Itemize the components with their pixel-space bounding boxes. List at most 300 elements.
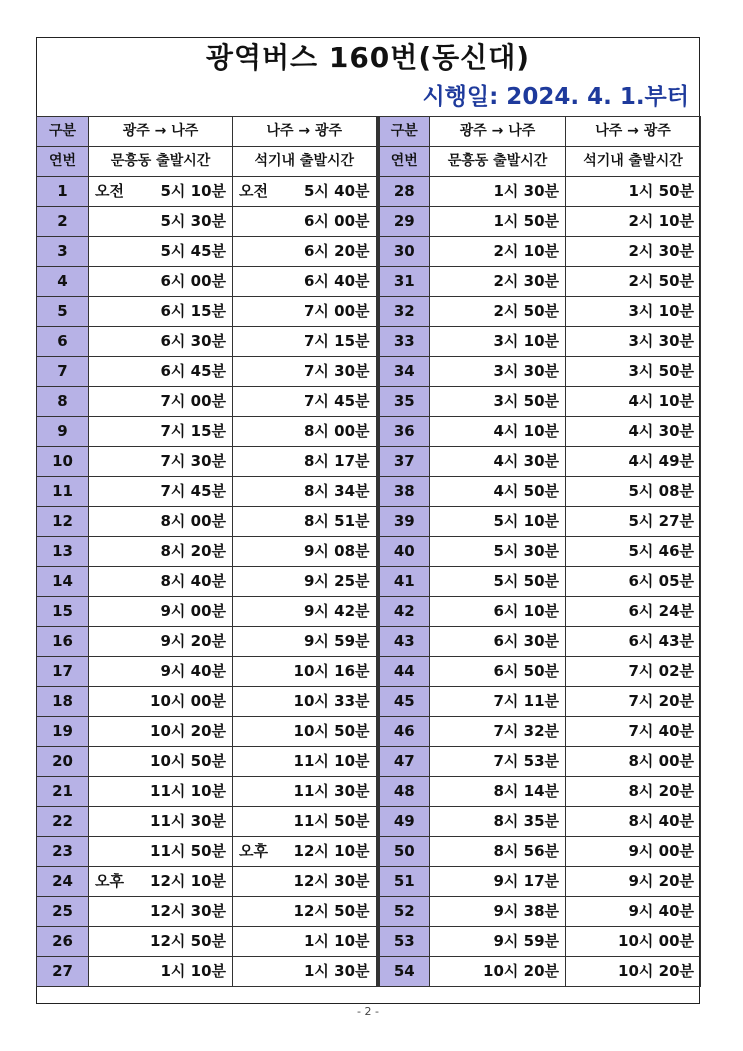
time-value: 11시 50분 <box>293 812 370 830</box>
time-value: 11시 10분 <box>150 782 226 800</box>
serial-number: 43 <box>378 627 430 657</box>
time-value: 9시 08분 <box>303 542 370 560</box>
time-value: 12시 30분 <box>150 902 226 920</box>
munheung-departure-time <box>89 807 233 837</box>
seokgine-departure-time <box>566 537 701 567</box>
time-value: 12시 50분 <box>150 932 226 950</box>
munheung-departure-time <box>430 297 566 327</box>
time-value: 10시 20분 <box>618 962 694 980</box>
header-munheung-departure: 문흥동 출발시간 <box>430 147 566 177</box>
serial-number: 45 <box>378 687 430 717</box>
munheung-departure-time <box>89 927 233 957</box>
time-value: 6시 05분 <box>628 572 694 590</box>
seokgine-departure-time <box>566 567 701 597</box>
munheung-departure-time <box>89 627 233 657</box>
header-naju-to-gwangju: 나주 → 광주 <box>233 117 378 147</box>
seokgine-departure-time <box>233 627 378 657</box>
serial-number: 49 <box>378 807 430 837</box>
time-value: 5시 30분 <box>160 212 226 230</box>
seokgine-departure-time <box>566 807 701 837</box>
time-value: 1시 30분 <box>303 962 370 980</box>
table-row <box>37 357 701 387</box>
time-value: 5시 10분 <box>493 512 559 530</box>
time-value: 7시 15분 <box>160 422 226 440</box>
munheung-departure-time <box>430 747 566 777</box>
serial-number: 50 <box>378 837 430 867</box>
munheung-departure-time <box>430 837 566 867</box>
time-value: 4시 50분 <box>493 482 559 500</box>
munheung-departure-time <box>89 177 233 207</box>
serial-number: 10 <box>37 447 89 477</box>
time-value: 5시 30분 <box>493 542 559 560</box>
time-value: 8시 20분 <box>628 782 694 800</box>
munheung-departure-time <box>89 717 233 747</box>
serial-number: 42 <box>378 597 430 627</box>
time-value: 7시 00분 <box>303 302 370 320</box>
munheung-departure-time <box>89 777 233 807</box>
munheung-departure-time <box>430 357 566 387</box>
serial-number: 29 <box>378 207 430 237</box>
time-value: 5시 50분 <box>493 572 559 590</box>
munheung-departure-time <box>430 237 566 267</box>
table-row <box>37 177 701 207</box>
munheung-departure-time <box>89 537 233 567</box>
munheung-departure-time <box>430 507 566 537</box>
serial-number: 32 <box>378 297 430 327</box>
time-value: 12시 30분 <box>293 872 370 890</box>
serial-number: 52 <box>378 897 430 927</box>
serial-number: 3 <box>37 237 89 267</box>
seokgine-departure-time <box>566 327 701 357</box>
serial-number: 5 <box>37 297 89 327</box>
seokgine-departure-time <box>566 957 701 987</box>
time-value: 5시 27분 <box>628 512 694 530</box>
seokgine-departure-time <box>566 867 701 897</box>
time-value: 7시 02분 <box>628 662 694 680</box>
time-value: 9시 00분 <box>628 842 694 860</box>
seokgine-departure-time <box>566 447 701 477</box>
serial-number: 46 <box>378 717 430 747</box>
time-value: 7시 15분 <box>303 332 370 350</box>
seokgine-departure-time <box>233 957 378 987</box>
seokgine-departure-time <box>566 177 701 207</box>
time-value: 8시 34분 <box>303 482 370 500</box>
seokgine-departure-time <box>233 357 378 387</box>
munheung-departure-time <box>89 477 233 507</box>
time-value: 4시 30분 <box>493 452 559 470</box>
time-value: 7시 45분 <box>160 482 226 500</box>
munheung-departure-time <box>89 417 233 447</box>
munheung-departure-time <box>430 567 566 597</box>
munheung-departure-time <box>430 927 566 957</box>
seokgine-departure-time <box>233 207 378 237</box>
table-row <box>37 297 701 327</box>
seokgine-departure-time <box>566 777 701 807</box>
seokgine-departure-time <box>233 657 378 687</box>
time-value: 4시 30분 <box>628 422 694 440</box>
table-row <box>37 927 701 957</box>
serial-number: 23 <box>37 837 89 867</box>
header-serial: 연번 <box>37 147 89 177</box>
time-value: 11시 30분 <box>150 812 226 830</box>
time-value: 3시 30분 <box>628 332 694 350</box>
serial-number: 31 <box>378 267 430 297</box>
time-value: 6시 40분 <box>303 272 370 290</box>
time-value: 3시 30분 <box>493 362 559 380</box>
seokgine-departure-time <box>566 267 701 297</box>
munheung-departure-time <box>430 957 566 987</box>
serial-number: 22 <box>37 807 89 837</box>
seokgine-departure-time <box>566 837 701 867</box>
time-value: 9시 59분 <box>493 932 559 950</box>
time-value: 3시 50분 <box>628 362 694 380</box>
effective-date: 시행일: 2024. 4. 1.부터 <box>422 84 689 110</box>
serial-number: 26 <box>37 927 89 957</box>
seokgine-departure-time <box>233 837 378 867</box>
munheung-departure-time <box>89 387 233 417</box>
table-row <box>37 267 701 297</box>
munheung-departure-time <box>89 567 233 597</box>
header-gwangju-to-naju: 광주 → 나주 <box>430 117 566 147</box>
time-value: 10시 33분 <box>293 692 370 710</box>
munheung-departure-time <box>89 837 233 867</box>
serial-number: 37 <box>378 447 430 477</box>
seokgine-departure-time <box>233 507 378 537</box>
seokgine-departure-time <box>233 387 378 417</box>
serial-number: 24 <box>37 867 89 897</box>
seokgine-departure-time <box>566 627 701 657</box>
time-value: 1시 30분 <box>493 182 559 200</box>
serial-number: 30 <box>378 237 430 267</box>
time-value: 6시 50분 <box>493 662 559 680</box>
seokgine-departure-time <box>566 237 701 267</box>
serial-number: 34 <box>378 357 430 387</box>
header-serial: 연번 <box>378 147 430 177</box>
time-value: 1시 50분 <box>628 182 694 200</box>
munheung-departure-time <box>430 387 566 417</box>
seokgine-departure-time <box>233 777 378 807</box>
serial-number: 12 <box>37 507 89 537</box>
timetable <box>36 116 701 987</box>
munheung-departure-time <box>89 597 233 627</box>
munheung-departure-time <box>430 627 566 657</box>
ampm-label: 오후 <box>239 842 268 860</box>
time-value: 10시 50분 <box>150 752 226 770</box>
munheung-departure-time <box>89 237 233 267</box>
time-value: 8시 35분 <box>493 812 559 830</box>
seokgine-departure-time <box>233 597 378 627</box>
time-value: 8시 40분 <box>160 572 226 590</box>
time-value: 12시 50분 <box>293 902 370 920</box>
time-value: 7시 32분 <box>493 722 559 740</box>
table-row <box>37 717 701 747</box>
time-value: 6시 43분 <box>628 632 694 650</box>
table-row <box>37 747 701 777</box>
time-value: 8시 00분 <box>628 752 694 770</box>
time-value: 8시 40분 <box>628 812 694 830</box>
table-row <box>37 627 701 657</box>
seokgine-departure-time <box>233 267 378 297</box>
serial-number: 25 <box>37 897 89 927</box>
serial-number: 18 <box>37 687 89 717</box>
seokgine-departure-time <box>566 357 701 387</box>
time-value: 6시 45분 <box>160 362 226 380</box>
seokgine-departure-time <box>233 867 378 897</box>
seokgine-departure-time <box>566 747 701 777</box>
ampm-label: 오전 <box>239 182 268 200</box>
time-value: 9시 40분 <box>628 902 694 920</box>
seokgine-departure-time <box>566 507 701 537</box>
time-value: 6시 00분 <box>160 272 226 290</box>
time-value: 8시 51분 <box>303 512 370 530</box>
table-row <box>37 687 701 717</box>
time-value: 6시 15분 <box>160 302 226 320</box>
seokgine-departure-time <box>566 207 701 237</box>
ampm-label: 오전 <box>95 182 124 200</box>
time-value: 9시 17분 <box>493 872 559 890</box>
seokgine-departure-time <box>233 237 378 267</box>
time-value: 5시 08분 <box>628 482 694 500</box>
seokgine-departure-time <box>233 897 378 927</box>
header-row-direction <box>37 117 701 147</box>
time-value: 6시 30분 <box>493 632 559 650</box>
header-category: 구분 <box>37 117 89 147</box>
time-value: 7시 40분 <box>628 722 694 740</box>
serial-number: 16 <box>37 627 89 657</box>
serial-number: 8 <box>37 387 89 417</box>
munheung-departure-time <box>430 267 566 297</box>
time-value: 6시 20분 <box>303 242 370 260</box>
time-value: 7시 53분 <box>493 752 559 770</box>
time-value: 11시 10분 <box>293 752 370 770</box>
time-value: 5시 45분 <box>160 242 226 260</box>
serial-number: 51 <box>378 867 430 897</box>
time-value: 5시 40분 <box>303 182 370 200</box>
header-category: 구분 <box>378 117 430 147</box>
serial-number: 7 <box>37 357 89 387</box>
time-value: 2시 10분 <box>493 242 559 260</box>
header-gwangju-to-naju: 광주 → 나주 <box>89 117 233 147</box>
munheung-departure-time <box>430 477 566 507</box>
time-value: 3시 10분 <box>628 302 694 320</box>
munheung-departure-time <box>89 867 233 897</box>
table-row <box>37 777 701 807</box>
table-row <box>37 417 701 447</box>
time-value: 3시 50분 <box>493 392 559 410</box>
time-value: 12시 10분 <box>293 842 370 860</box>
table-row <box>37 237 701 267</box>
time-value: 8시 20분 <box>160 542 226 560</box>
seokgine-departure-time <box>233 537 378 567</box>
munheung-departure-time <box>89 357 233 387</box>
serial-number: 11 <box>37 477 89 507</box>
serial-number: 41 <box>378 567 430 597</box>
serial-number: 36 <box>378 417 430 447</box>
header-row-stop <box>37 147 701 177</box>
serial-number: 15 <box>37 597 89 627</box>
serial-number: 38 <box>378 477 430 507</box>
time-value: 7시 45분 <box>303 392 370 410</box>
seokgine-departure-time <box>233 477 378 507</box>
seokgine-departure-time <box>233 567 378 597</box>
serial-number: 4 <box>37 267 89 297</box>
seokgine-departure-time <box>566 717 701 747</box>
time-value: 10시 16분 <box>293 662 370 680</box>
time-value: 9시 59분 <box>303 632 370 650</box>
munheung-departure-time <box>430 207 566 237</box>
time-value: 4시 10분 <box>628 392 694 410</box>
table-row <box>37 507 701 537</box>
serial-number: 28 <box>378 177 430 207</box>
time-value: 11시 50분 <box>150 842 226 860</box>
time-value: 3시 10분 <box>493 332 559 350</box>
seokgine-departure-time <box>233 747 378 777</box>
time-value: 5시 46분 <box>628 542 694 560</box>
serial-number: 17 <box>37 657 89 687</box>
time-value: 4시 49분 <box>628 452 694 470</box>
time-value: 10시 00분 <box>618 932 694 950</box>
seokgine-departure-time <box>566 657 701 687</box>
time-value: 10시 50분 <box>293 722 370 740</box>
time-value: 2시 30분 <box>628 242 694 260</box>
munheung-departure-time <box>430 537 566 567</box>
serial-number: 1 <box>37 177 89 207</box>
munheung-departure-time <box>89 327 233 357</box>
serial-number: 44 <box>378 657 430 687</box>
time-value: 11시 30분 <box>293 782 370 800</box>
table-row <box>37 867 701 897</box>
munheung-departure-time <box>430 867 566 897</box>
seokgine-departure-time <box>233 327 378 357</box>
seokgine-departure-time <box>566 597 701 627</box>
seokgine-departure-time <box>566 297 701 327</box>
serial-number: 6 <box>37 327 89 357</box>
munheung-departure-time <box>89 297 233 327</box>
seokgine-departure-time <box>233 177 378 207</box>
ampm-label: 오후 <box>95 872 124 890</box>
serial-number: 21 <box>37 777 89 807</box>
serial-number: 27 <box>37 957 89 987</box>
munheung-departure-time <box>89 267 233 297</box>
time-value: 9시 42분 <box>303 602 370 620</box>
time-value: 2시 10분 <box>628 212 694 230</box>
time-value: 1시 10분 <box>303 932 370 950</box>
table-row <box>37 657 701 687</box>
munheung-departure-time <box>89 747 233 777</box>
header-naju-to-gwangju: 나주 → 광주 <box>566 117 701 147</box>
serial-number: 54 <box>378 957 430 987</box>
page-title: 광역버스 160번(동신대) <box>205 41 531 74</box>
page-number: - 2 - <box>357 1005 379 1018</box>
time-value: 6시 00분 <box>303 212 370 230</box>
seokgine-departure-time <box>233 927 378 957</box>
munheung-departure-time <box>89 447 233 477</box>
table-row <box>37 807 701 837</box>
table-row <box>37 477 701 507</box>
header-seokgine-departure: 석기내 출발시간 <box>233 147 378 177</box>
time-value: 10시 20분 <box>483 962 559 980</box>
time-value: 1시 50분 <box>493 212 559 230</box>
table-row <box>37 597 701 627</box>
munheung-departure-time <box>430 657 566 687</box>
serial-number: 33 <box>378 327 430 357</box>
time-value: 10시 20분 <box>150 722 226 740</box>
table-row <box>37 567 701 597</box>
time-value: 8시 14분 <box>493 782 559 800</box>
time-value: 5시 10분 <box>160 182 226 200</box>
table-row <box>37 897 701 927</box>
serial-number: 14 <box>37 567 89 597</box>
seokgine-departure-time <box>566 477 701 507</box>
time-value: 1시 10분 <box>160 962 226 980</box>
time-value: 9시 20분 <box>160 632 226 650</box>
time-value: 7시 30분 <box>303 362 370 380</box>
table-row <box>37 837 701 867</box>
table-row <box>37 387 701 417</box>
time-value: 6시 24분 <box>628 602 694 620</box>
serial-number: 53 <box>378 927 430 957</box>
serial-number: 20 <box>37 747 89 777</box>
time-value: 9시 25분 <box>303 572 370 590</box>
time-value: 2시 30분 <box>493 272 559 290</box>
table-row <box>37 537 701 567</box>
time-value: 10시 00분 <box>150 692 226 710</box>
time-value: 8시 00분 <box>303 422 370 440</box>
table-row <box>37 327 701 357</box>
seokgine-departure-time <box>233 417 378 447</box>
munheung-departure-time <box>430 807 566 837</box>
timetable-sheet <box>36 37 700 1018</box>
time-value: 2시 50분 <box>628 272 694 290</box>
table-row <box>37 447 701 477</box>
table-row <box>37 957 701 987</box>
serial-number: 2 <box>37 207 89 237</box>
serial-number: 9 <box>37 417 89 447</box>
munheung-departure-time <box>89 657 233 687</box>
seokgine-departure-time <box>566 687 701 717</box>
time-value: 9시 00분 <box>160 602 226 620</box>
time-value: 7시 11분 <box>493 692 559 710</box>
seokgine-departure-time <box>566 927 701 957</box>
header-munheung-departure: 문흥동 출발시간 <box>89 147 233 177</box>
seokgine-departure-time <box>233 687 378 717</box>
serial-number: 40 <box>378 537 430 567</box>
seokgine-departure-time <box>233 447 378 477</box>
munheung-departure-time <box>430 417 566 447</box>
serial-number: 47 <box>378 747 430 777</box>
munheung-departure-time <box>89 687 233 717</box>
seokgine-departure-time <box>233 297 378 327</box>
munheung-departure-time <box>89 507 233 537</box>
seokgine-departure-time <box>233 717 378 747</box>
serial-number: 35 <box>378 387 430 417</box>
munheung-departure-time <box>89 207 233 237</box>
munheung-departure-time <box>430 597 566 627</box>
munheung-departure-time <box>89 897 233 927</box>
seokgine-departure-time <box>566 417 701 447</box>
time-value: 9시 20분 <box>628 872 694 890</box>
time-value: 8시 17분 <box>303 452 370 470</box>
seokgine-departure-time <box>566 897 701 927</box>
seokgine-departure-time <box>233 807 378 837</box>
time-value: 4시 10분 <box>493 422 559 440</box>
munheung-departure-time <box>430 777 566 807</box>
time-value: 9시 38분 <box>493 902 559 920</box>
table-row <box>37 207 701 237</box>
munheung-departure-time <box>430 327 566 357</box>
time-value: 7시 00분 <box>160 392 226 410</box>
munheung-departure-time <box>89 957 233 987</box>
